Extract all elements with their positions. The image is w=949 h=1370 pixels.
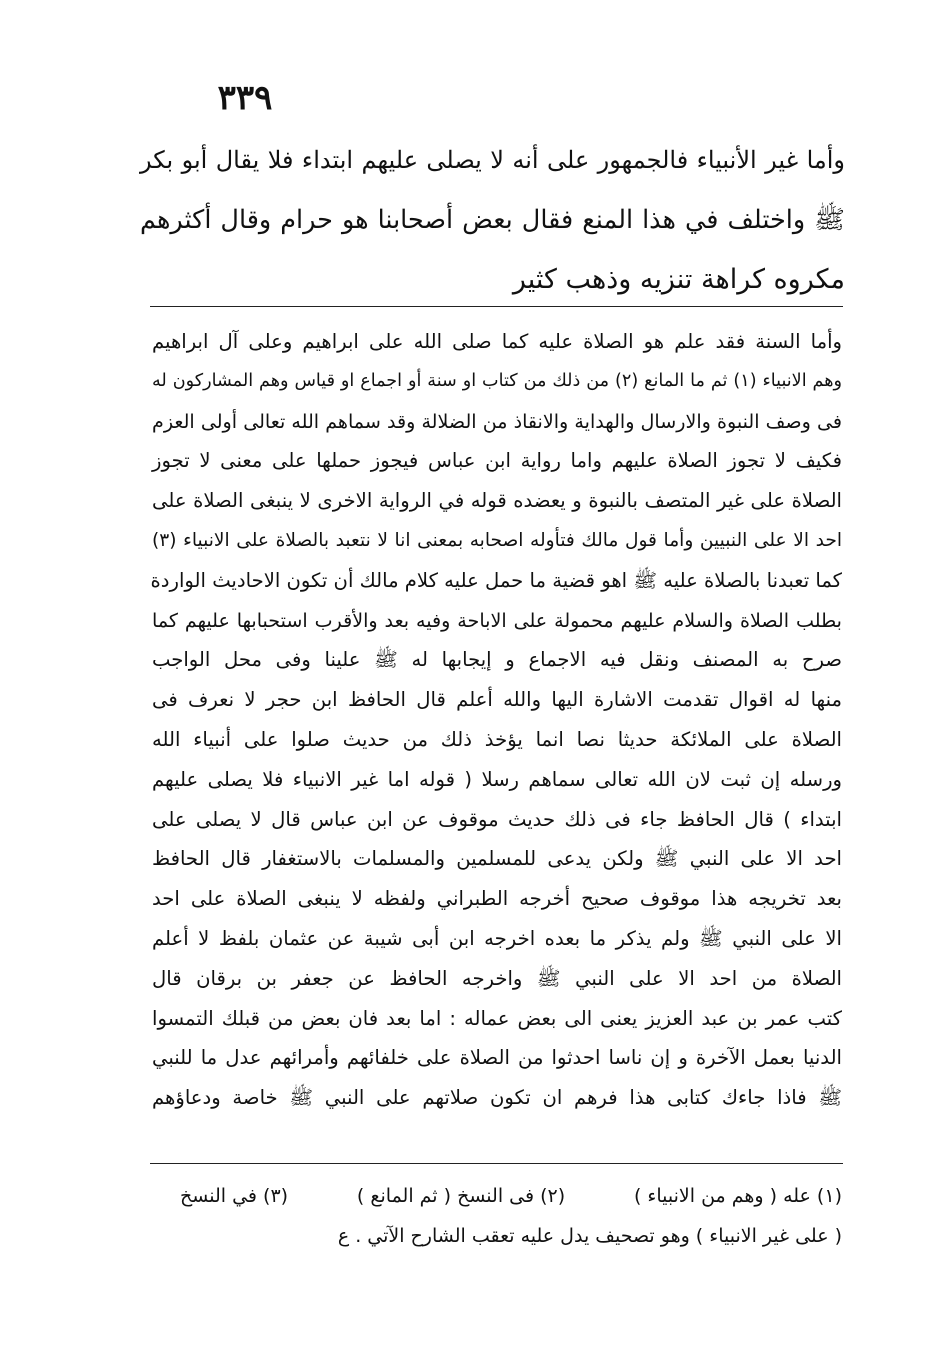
- footnote-continuation: ( على غير الانبياء ) وهو تصحيف يدل عليه تعقب الشارح الآتي . ع: [337, 1225, 842, 1247]
- page-number: ٣٣٩: [217, 78, 273, 118]
- footnote-3: (٣) في النسخ: [180, 1185, 289, 1207]
- commentary-line: الدنيا بعمل الآخرة و إن ناسا احدثوا من الصلاة على خلفائهم وأمرائهم عدل ما للنبي: [152, 1046, 842, 1070]
- commentary-line: صرح به المصنف ونقل فيه الاجماع و إيجابها له ﷺ علينا وفى محل الواجب: [152, 648, 842, 672]
- top-divider: [150, 306, 843, 307]
- commentary-line: بطلب الصلاة والسلام عليهم محمولة على الاباحة وفيه بعد والأقرب استحبابها عليهم كما: [152, 608, 842, 632]
- footnote-1: (١) عله ( وهم من الانبياء ): [633, 1185, 842, 1207]
- commentary-line: الا على النبي ﷺ ولم يذكر ما بعده اخرجه ابن أبى شيبة عن عثمان بلفظ لا أعلم: [152, 926, 842, 950]
- commentary-line: كتب عمر بن عبد العزيز يعنى الى بعض عماله : اما بعد فان بعض من قبلك التمسوا: [152, 1006, 842, 1030]
- commentary-line: الصلاة على غير المتصف بالنبوة و يعضده قوله في الرواية الاخرى لا ينبغى الصلاة على: [152, 489, 842, 513]
- commentary-line: ورسله إن ثبت لان الله تعالى سماهم رسلا ( قوله اما غير الانبياء فلا يصلى عليهم: [152, 767, 842, 791]
- commentary-line: بعد تخريجه هذا موقوف صحيح أخرجه الطبراني ولفظه لا ينبغى الصلاة على احد: [152, 887, 842, 911]
- commentary-line: الصلاة على الملائكة حديثا نصا انما يؤخذ ذلك من حديث صلوا على أنبياء الله: [152, 727, 842, 751]
- footnotes-block: [180, 1176, 842, 1256]
- main-text-line: وأما غير الأنبياء فالجمهور على أنه لا يصلى عليهم ابتداء فلا يقال أبو بكر: [140, 146, 845, 174]
- commentary-line: الصلاة من احد الا على النبي ﷺ واخرجه الحافظ عن جعفر بن برقان قال: [152, 966, 842, 990]
- commentary-line: ابتداء ) قال الحافظ جاء فى ذلك حديث موقوف عن ابن عباس قال لا يصلى على: [152, 807, 842, 831]
- commentary-line: احد الا على النبيين وأما قول مالك فتأوله اصحابه بمعنى انا لا نتعبد بالصلاة على الانبياء (٣): [152, 529, 842, 551]
- commentary-line: احد الا على النبي ﷺ ولكن يدعى للمسلمين والمسلمات بالاستغفار قال الحافظ: [152, 847, 842, 871]
- footnote-2: (٢) فى النسخ ( ثم المانع ): [356, 1185, 566, 1207]
- commentary-line: منها له اقوال تقدمت الاشارة اليها والله أعلم قال الحافظ ابن حجر لا نعرف فى: [152, 688, 842, 712]
- commentary-line: فى وصف النبوة والارسال والهداية والانقاذ من الضلالة وقد سماهم الله تعالى أولى العزم: [152, 409, 842, 433]
- commentary-line: كما تعبدنا بالصلاة عليه ﷺ اهو قضية ما حمل عليه كلام مالك أن تكون الاحاديث الواردة: [150, 568, 842, 592]
- commentary-block: [152, 322, 842, 1118]
- footnotes-line: [180, 1176, 842, 1216]
- footnote-divider: [150, 1163, 843, 1164]
- main-text-block: [140, 130, 845, 310]
- commentary-line: فكيف لا تجوز الصلاة عليهم واما رواية ابن عباس فيجوز حملها على معنى لا تجوز: [152, 449, 842, 473]
- commentary-line: وأما السنة فقد علم هو الصلاة عليه كما صلى الله على ابراهيم وعلى آل ابراهيم: [152, 330, 842, 353]
- main-text-line: مكروه كراهة تنزيه وذهب كثير: [512, 264, 845, 295]
- main-text-line: ﷺ واختلف في هذا المنع فقال بعض أصحابنا هو حرام وقال أكثرهم: [140, 205, 845, 235]
- commentary-line: وهم الانبياء (١) ثم ما المانع (٢) من ذلك من كتاب او سنة أو اجماع او قياس وهم المشاركون له: [152, 370, 843, 391]
- commentary-line: ﷺ فاذا جاءك كتابى هذا فرهم ان تكون صلاتهم على النبي ﷺ خاصة ودعاؤهم: [152, 1086, 842, 1110]
